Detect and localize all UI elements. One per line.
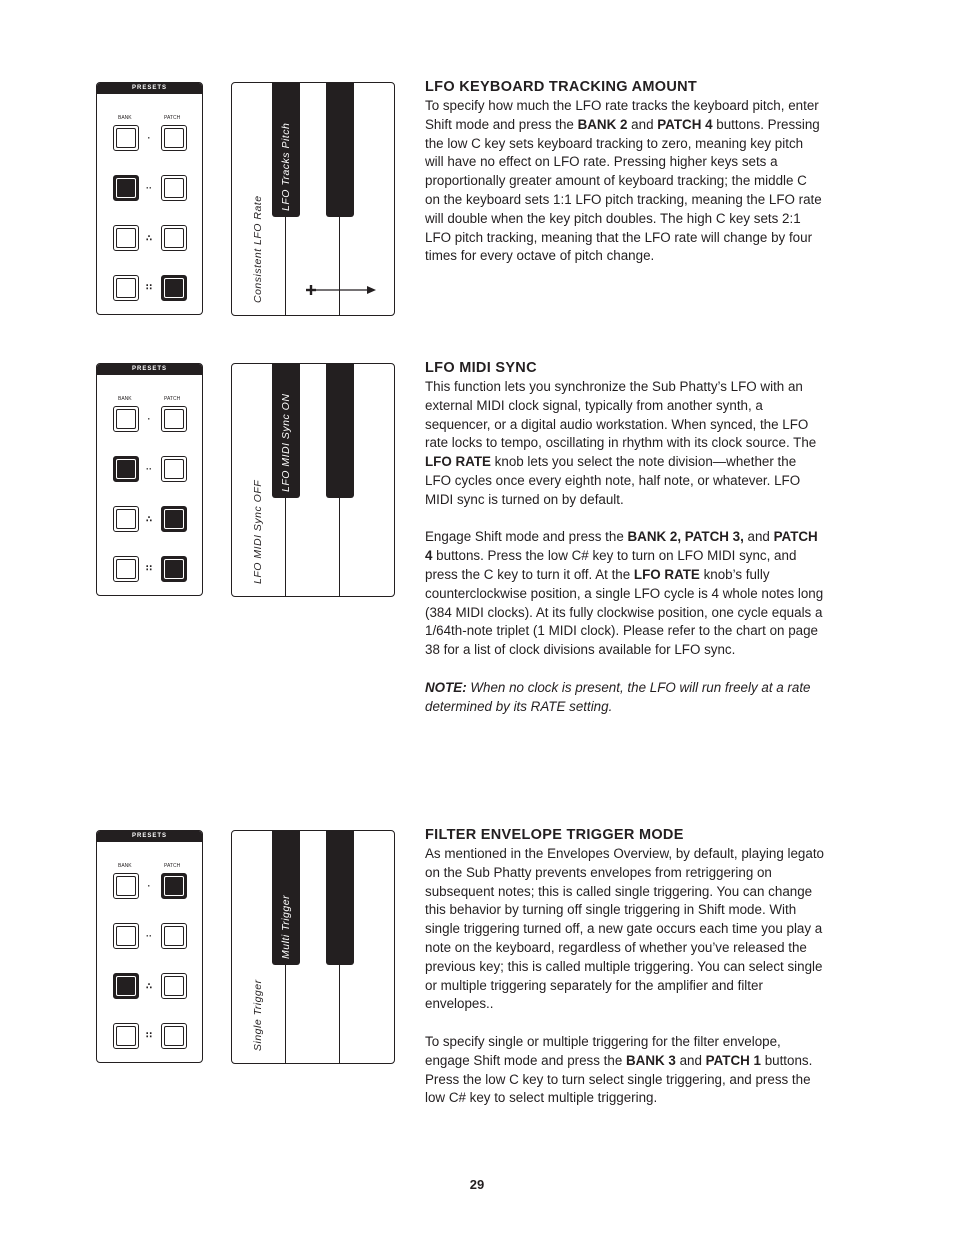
one-dot-icon: · — [147, 133, 151, 143]
three-dot-icon: ∴ — [145, 514, 153, 524]
bank-label: BANK — [118, 863, 132, 869]
patch-2-button[interactable] — [161, 923, 187, 949]
bank-3-button[interactable] — [113, 506, 139, 532]
black-key-d-sharp — [326, 830, 354, 965]
one-dot-icon: · — [147, 881, 151, 891]
two-dot-icon: ·· — [146, 183, 152, 193]
bank-4-button[interactable] — [113, 275, 139, 301]
black-key-d-sharp — [326, 363, 354, 498]
bank-2-button[interactable] — [113, 923, 139, 949]
white-key-label: Consistent LFO Rate — [252, 195, 264, 303]
bank-3-button[interactable] — [113, 973, 139, 999]
black-key-label: Multi Trigger — [280, 894, 292, 959]
presets-panel-2 — [96, 363, 203, 596]
keyboard-diagram-2 — [231, 363, 395, 597]
patch-4-button[interactable] — [161, 1023, 187, 1049]
paragraph: As mentioned in the Envelopes Overview, by default, playing legato on the Sub Phatty prevents envelopes from retriggering on subsequent notes; this is called single triggering. You can change this behavior by turning off single triggering in Shift mode. With single triggering turned off, a new gate occurs each time you play a note on the keyboard, regardless of whether you’ve released the previous key; this is called multiple triggering. You can select single or multiple triggering separately for the amplifier and filter envelopes.. — [425, 846, 824, 1012]
patch-1-button[interactable] — [161, 125, 187, 151]
patch-label: PATCH — [164, 863, 181, 869]
patch-label: PATCH — [164, 396, 181, 402]
patch-2-button[interactable] — [161, 456, 187, 482]
section-title: FILTER ENVELOPE TRIGGER MODE — [425, 827, 684, 843]
bank-1-button[interactable] — [113, 125, 139, 151]
paragraph: Engage Shift mode and press the BANK 2, PATCH 3, and PATCH 4 buttons. Press the low C# key to turn on LFO MIDI sync, and press the C key to turn it off. At the LFO RATE knob’s fully counterclockwise position, a single LFO cycle is 4 whole notes long (384 MIDI clocks). At its fully clockwise position, one cycle equals a 1/64th-note triplet (1 MIDI clock). Please refer to the chart on page 38 for a list of clock divisions available for LFO sync. — [425, 529, 824, 658]
section-lfo-midi-sync — [425, 359, 825, 716]
bank-2-button[interactable] — [113, 456, 139, 482]
patch-3-button[interactable] — [161, 225, 187, 251]
bank-2-button[interactable] — [113, 175, 139, 201]
presets-panel-3 — [96, 830, 203, 1063]
three-dot-icon: ∴ — [145, 981, 153, 991]
black-key-label: LFO MIDI Sync ON — [280, 393, 292, 492]
keyboard-diagram-1 — [231, 82, 395, 316]
four-dot-icon: ∷ — [145, 1030, 153, 1040]
paragraph: To specify single or multiple triggering for the filter envelope, engage Shift mode and press the BANK 3 and PATCH 1 buttons. Press the low C key to turn select single triggering, and press the low C# key to select multiple triggering. — [425, 1033, 813, 1106]
presets-header: PRESETS — [97, 83, 202, 94]
bank-4-button[interactable] — [113, 1023, 139, 1049]
four-dot-icon: ∷ — [145, 563, 153, 573]
paragraph: To specify how much the LFO rate tracks the keyboard pitch, enter Shift mode and press the BANK 2 and PATCH 4 buttons. Pressing the low C key sets keyboard tracking to zero, meaning key pitch will have no effect on LFO rate. Pressing higher keys sets a proportionally greater amount of keyboard tracking; the middle C on the keyboard sets 1:1 LFO pitch tracking, meaning the LFO rate will double when the key pitch doubles. The high C key sets 2:1 LFO pitch tracking, meaning that the LFO rate will change by four times for every octave of pitch change. — [425, 98, 822, 264]
patch-1-button[interactable] — [161, 406, 187, 432]
bank-4-button[interactable] — [113, 556, 139, 582]
section-title: LFO KEYBOARD TRACKING AMOUNT — [425, 79, 698, 95]
three-dot-icon: ∴ — [145, 233, 153, 243]
presets-header: PRESETS — [97, 364, 202, 375]
white-key-label: LFO MIDI Sync OFF — [252, 479, 264, 584]
white-key-label: Single Trigger — [252, 979, 264, 1051]
patch-3-button[interactable] — [161, 506, 187, 532]
patch-1-button[interactable] — [161, 873, 187, 899]
patch-2-button[interactable] — [161, 175, 187, 201]
patch-4-button[interactable] — [161, 275, 187, 301]
two-dot-icon: ·· — [146, 464, 152, 474]
presets-header: PRESETS — [97, 831, 202, 842]
paragraph: This function lets you synchronize the Sub Phatty’s LFO with an external MIDI clock signal, typically from another synth, a sequencer, or a digital audio workstation. When synced, the LFO rate locks to tempo, oscillating in rhythm with its clock source. The LFO RATE knob lets you select the note division—whether the LFO cycles once every eighth note, half note, or whatever. LFO MIDI sync is turned on by default. — [425, 379, 817, 507]
bank-1-button[interactable] — [113, 406, 139, 432]
two-dot-icon: ·· — [146, 931, 152, 941]
section-filter-envelope-trigger — [425, 826, 825, 1108]
black-key-d-sharp — [326, 82, 354, 217]
bank-1-button[interactable] — [113, 873, 139, 899]
keyboard-diagram-3 — [231, 830, 395, 1064]
note: NOTE: When no clock is present, the LFO will run freely at a rate determined by its RATE setting. — [425, 679, 811, 714]
black-key-label: LFO Tracks Pitch — [280, 122, 292, 211]
bank-3-button[interactable] — [113, 225, 139, 251]
one-dot-icon: · — [147, 414, 151, 424]
section-title: LFO MIDI SYNC — [425, 360, 537, 376]
bank-label: BANK — [118, 115, 132, 121]
patch-4-button[interactable] — [161, 556, 187, 582]
right-arrow-icon — [306, 282, 376, 298]
patch-label: PATCH — [164, 115, 181, 121]
page-number: 29 — [469, 1177, 485, 1192]
presets-panel-1 — [96, 82, 203, 315]
four-dot-icon: ∷ — [145, 282, 153, 292]
patch-3-button[interactable] — [161, 973, 187, 999]
section-lfo-keyboard-tracking — [425, 78, 825, 266]
bank-label: BANK — [118, 396, 132, 402]
